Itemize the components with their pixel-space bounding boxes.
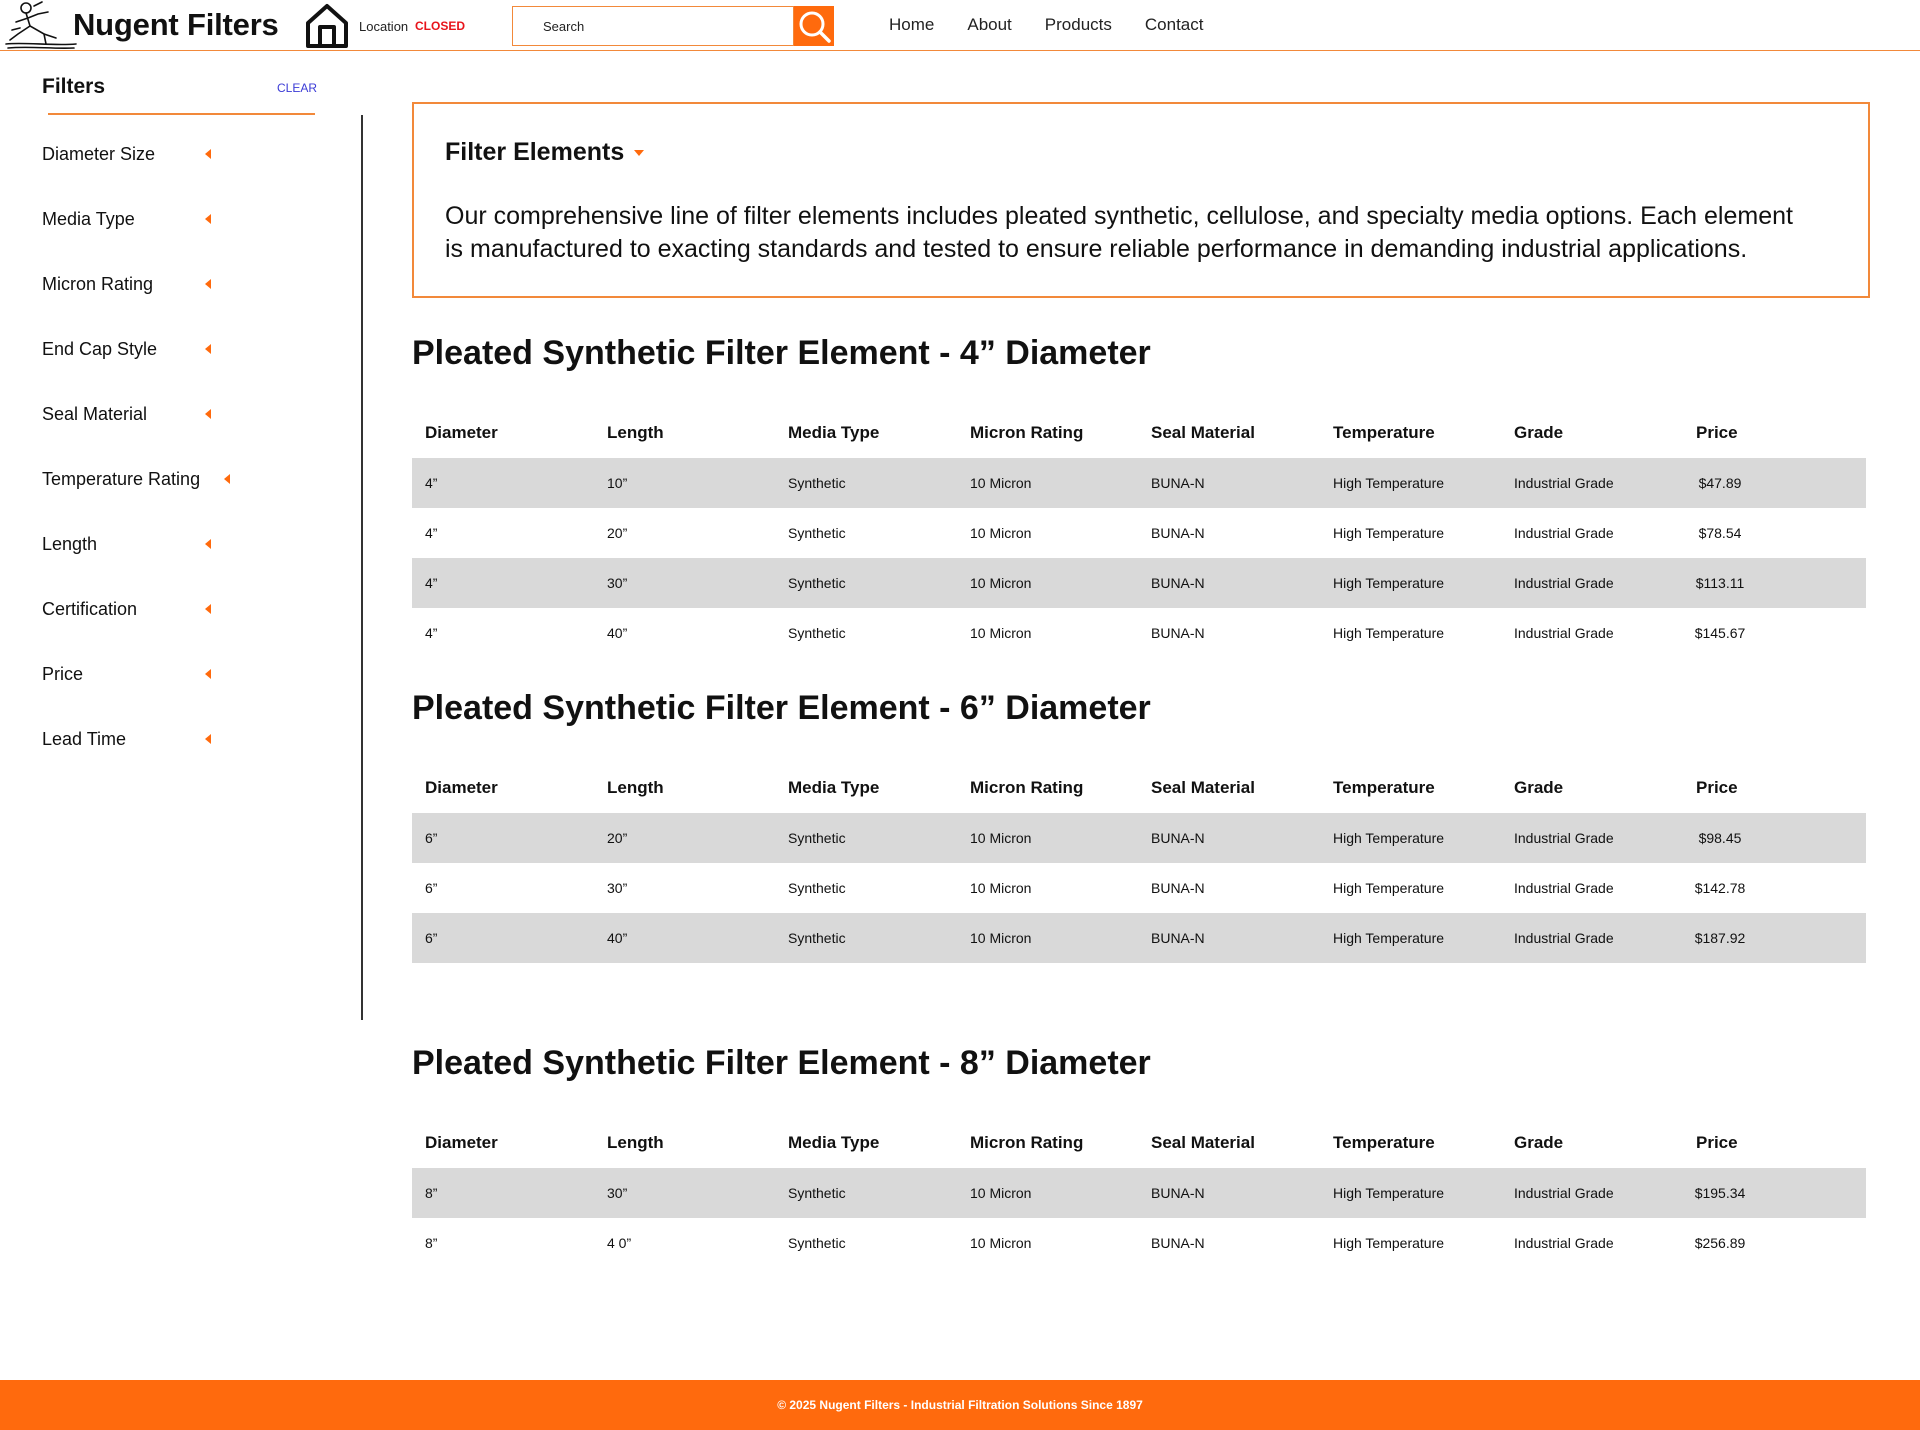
filter-temperature-rating[interactable] xyxy=(42,461,230,526)
search-input[interactable] xyxy=(512,6,794,46)
table-header-row xyxy=(412,763,1866,813)
home-icon[interactable] xyxy=(305,3,349,49)
table-cell: High Temperature xyxy=(1333,830,1445,846)
site-footer xyxy=(0,1380,1920,1430)
table-cell: 10 Micron xyxy=(970,1235,1032,1251)
table-cell: Synthetic xyxy=(788,475,846,491)
table-cell: High Temperature xyxy=(1333,625,1445,641)
filters-title: Filters xyxy=(42,75,106,98)
product-table xyxy=(412,1118,1866,1268)
table-cell: Industrial Grade xyxy=(1514,1235,1614,1251)
filter-lead-time[interactable] xyxy=(42,721,230,786)
table-cell: High Temperature xyxy=(1333,930,1445,946)
table-cell: Industrial Grade xyxy=(1514,575,1614,591)
caret-left-icon[interactable] xyxy=(224,474,230,484)
table-header-row xyxy=(412,1118,1866,1168)
filter-label: Price xyxy=(42,664,84,684)
table-cell: Synthetic xyxy=(788,930,846,946)
filter-label: Seal Material xyxy=(42,404,148,424)
caret-left-icon[interactable] xyxy=(205,669,211,679)
price-cell: $113.11 xyxy=(1695,575,1745,591)
filter-label: Micron Rating xyxy=(42,274,154,294)
table-header-row xyxy=(412,408,1866,458)
price-cell: $195.34 xyxy=(1694,1185,1746,1201)
table-cell: Synthetic xyxy=(788,575,846,591)
column-header[interactable]: Media Type xyxy=(788,423,880,442)
column-header[interactable]: Seal Material xyxy=(1151,778,1255,797)
column-header[interactable]: Grade xyxy=(1514,423,1564,442)
table-cell: 40” xyxy=(607,625,628,641)
caret-down-icon[interactable] xyxy=(634,150,644,156)
table-cell: 30” xyxy=(607,575,628,591)
table-cell: 10 Micron xyxy=(970,475,1032,491)
column-header[interactable]: Seal Material xyxy=(1151,423,1255,442)
column-header[interactable]: Media Type xyxy=(788,1133,880,1152)
table-row[interactable] xyxy=(412,608,1866,658)
brand-name[interactable]: Nugent Filters xyxy=(73,7,279,42)
price-cell: $47.89 xyxy=(1698,475,1742,491)
nav-home[interactable]: Home xyxy=(889,15,935,34)
category-description xyxy=(445,200,1845,266)
filter-end-cap-style[interactable] xyxy=(42,331,230,396)
table-cell: 20” xyxy=(607,830,628,846)
table-cell: 10 Micron xyxy=(970,930,1032,946)
table-cell: BUNA-N xyxy=(1151,475,1205,491)
filter-seal-material[interactable] xyxy=(42,396,230,461)
section-title: Pleated Synthetic Filter Element - 4” Diameter xyxy=(412,334,1151,372)
table-cell: 30” xyxy=(607,1185,628,1201)
category-title[interactable]: Filter Elements xyxy=(445,138,625,166)
table-cell: 4” xyxy=(425,525,438,541)
table-row[interactable] xyxy=(412,813,1866,863)
table-cell: BUNA-N xyxy=(1151,625,1205,641)
table-cell: 6” xyxy=(425,830,438,846)
table-cell: 40” xyxy=(607,930,628,946)
table-cell: Synthetic xyxy=(788,625,846,641)
table-cell: 4 0” xyxy=(607,1235,632,1251)
caret-left-icon[interactable] xyxy=(205,734,211,744)
filter-list xyxy=(42,136,230,786)
column-header[interactable]: Micron Rating xyxy=(970,1133,1084,1152)
description-line-2: is manufactured to exacting standards and tested to ensure reliable performance in demanding industrial applications. xyxy=(445,235,1748,263)
table-cell: BUNA-N xyxy=(1151,830,1205,846)
caret-left-icon[interactable] xyxy=(205,279,211,289)
location-status-badge: CLOSED xyxy=(415,19,466,33)
table-cell: High Temperature xyxy=(1333,575,1445,591)
main-nav xyxy=(889,15,1203,35)
price-cell: $145.67 xyxy=(1694,625,1746,641)
filter-certification[interactable] xyxy=(42,591,230,656)
column-header[interactable]: Temperature xyxy=(1333,778,1435,797)
filter-label: Diameter Size xyxy=(42,144,156,164)
table-cell: High Temperature xyxy=(1333,1185,1445,1201)
table-row[interactable] xyxy=(412,1218,1866,1268)
table-row[interactable] xyxy=(412,1168,1866,1218)
table-cell: 20” xyxy=(607,525,628,541)
column-header[interactable]: Length xyxy=(607,778,664,797)
table-cell: 10 Micron xyxy=(970,830,1032,846)
filter-label: Length xyxy=(42,534,98,554)
filters-divider xyxy=(48,113,315,115)
table-cell: Industrial Grade xyxy=(1514,830,1614,846)
nav-products[interactable]: Products xyxy=(1044,15,1112,34)
price-cell: $78.54 xyxy=(1698,525,1742,541)
table-cell: 6” xyxy=(425,880,438,896)
table-cell: High Temperature xyxy=(1333,880,1445,896)
table-cell: BUNA-N xyxy=(1151,880,1205,896)
filter-diameter-size[interactable] xyxy=(42,136,230,201)
logo-figure-icon[interactable] xyxy=(4,0,78,50)
filter-label: End Cap Style xyxy=(42,339,158,359)
filter-price[interactable] xyxy=(42,656,230,721)
price-cell: $256.89 xyxy=(1694,1235,1746,1251)
caret-left-icon[interactable] xyxy=(205,604,211,614)
caret-left-icon[interactable] xyxy=(205,409,211,419)
table-cell: Industrial Grade xyxy=(1514,1185,1614,1201)
table-row[interactable] xyxy=(412,558,1866,608)
table-cell: High Temperature xyxy=(1333,525,1445,541)
table-cell: Industrial Grade xyxy=(1514,475,1614,491)
column-header[interactable]: Temperature xyxy=(1333,423,1435,442)
column-header[interactable]: Media Type xyxy=(788,778,880,797)
location-label: Location xyxy=(359,19,409,34)
price-cell: $187.92 xyxy=(1694,930,1746,946)
table-cell: 10 Micron xyxy=(970,625,1032,641)
column-header[interactable]: Temperature xyxy=(1333,1133,1435,1152)
category-intro-box xyxy=(412,102,1870,298)
price-cell: $142.78 xyxy=(1694,880,1746,896)
column-header[interactable]: Micron Rating xyxy=(970,778,1084,797)
column-header[interactable]: Grade xyxy=(1514,778,1564,797)
sidebar-divider xyxy=(361,115,363,1020)
column-header[interactable]: Micron Rating xyxy=(970,423,1084,442)
table-cell: Synthetic xyxy=(788,1185,846,1201)
table-cell: Synthetic xyxy=(788,1235,846,1251)
search-icon xyxy=(796,8,832,44)
table-cell: 10” xyxy=(607,475,628,491)
caret-left-icon[interactable] xyxy=(205,344,211,354)
table-row[interactable] xyxy=(412,863,1866,913)
caret-left-icon[interactable] xyxy=(205,149,211,159)
table-cell: 8” xyxy=(425,1185,438,1201)
description-line-1: Our comprehensive line of filter elements includes pleated synthetic, cellulose, and specialty media options. Each element xyxy=(445,202,1793,230)
table-cell: 10 Micron xyxy=(970,525,1032,541)
search-button[interactable] xyxy=(794,6,834,46)
table-cell: BUNA-N xyxy=(1151,1185,1205,1201)
nav-contact[interactable]: Contact xyxy=(1144,15,1204,34)
product-table xyxy=(412,408,1866,658)
product-table xyxy=(412,763,1866,963)
table-cell: 10 Micron xyxy=(970,1185,1032,1201)
filter-micron-rating[interactable] xyxy=(42,266,230,331)
table-cell: 4” xyxy=(425,625,438,641)
column-header[interactable]: Length xyxy=(607,423,664,442)
table-cell: Industrial Grade xyxy=(1514,930,1614,946)
price-cell: $98.45 xyxy=(1698,830,1742,846)
footer-copyright: © 2025 Nugent Filters - Industrial Filtration Solutions Since 1897 xyxy=(777,1398,1143,1412)
filter-label: Lead Time xyxy=(42,729,127,749)
filter-length[interactable] xyxy=(42,526,230,591)
column-header[interactable]: Diameter xyxy=(425,1133,498,1152)
section-title: Pleated Synthetic Filter Element - 8” Diameter xyxy=(412,1044,1151,1082)
table-cell: Industrial Grade xyxy=(1514,525,1614,541)
column-header[interactable]: Length xyxy=(607,1133,664,1152)
table-cell: Industrial Grade xyxy=(1514,625,1614,641)
caret-left-icon[interactable] xyxy=(205,214,211,224)
nav-about[interactable]: About xyxy=(967,15,1012,34)
filter-label: Temperature Rating xyxy=(42,469,201,489)
table-cell: 6” xyxy=(425,930,438,946)
table-cell: BUNA-N xyxy=(1151,525,1205,541)
column-header[interactable]: Price xyxy=(1696,1133,1738,1152)
table-cell: Synthetic xyxy=(788,830,846,846)
filter-label: Media Type xyxy=(42,209,135,229)
table-row[interactable] xyxy=(412,458,1866,508)
table-row[interactable] xyxy=(412,508,1866,558)
column-header[interactable]: Price xyxy=(1696,778,1738,797)
table-cell: BUNA-N xyxy=(1151,1235,1205,1251)
column-header[interactable]: Grade xyxy=(1514,1133,1564,1152)
table-cell: 4” xyxy=(425,475,438,491)
table-cell: 10 Micron xyxy=(970,575,1032,591)
filter-label: Certification xyxy=(42,599,138,619)
table-cell: 8” xyxy=(425,1235,438,1251)
table-cell: Industrial Grade xyxy=(1514,880,1614,896)
column-header[interactable]: Diameter xyxy=(425,423,498,442)
section-title: Pleated Synthetic Filter Element - 6” Diameter xyxy=(412,689,1151,727)
table-row[interactable] xyxy=(412,913,1866,963)
table-cell: Synthetic xyxy=(788,880,846,896)
table-cell: 4” xyxy=(425,575,438,591)
table-cell: Synthetic xyxy=(788,525,846,541)
caret-left-icon[interactable] xyxy=(205,539,211,549)
column-header[interactable]: Diameter xyxy=(425,778,498,797)
table-cell: BUNA-N xyxy=(1151,575,1205,591)
table-cell: 10 Micron xyxy=(970,880,1032,896)
column-header[interactable]: Seal Material xyxy=(1151,1133,1255,1152)
table-cell: High Temperature xyxy=(1333,1235,1445,1251)
column-header[interactable]: Price xyxy=(1696,423,1738,442)
table-cell: High Temperature xyxy=(1333,475,1445,491)
filter-media-type[interactable] xyxy=(42,201,230,266)
table-cell: 30” xyxy=(607,880,628,896)
site-header xyxy=(0,0,1920,51)
clear-filters-link[interactable]: CLEAR xyxy=(277,81,318,95)
table-cell: BUNA-N xyxy=(1151,930,1205,946)
